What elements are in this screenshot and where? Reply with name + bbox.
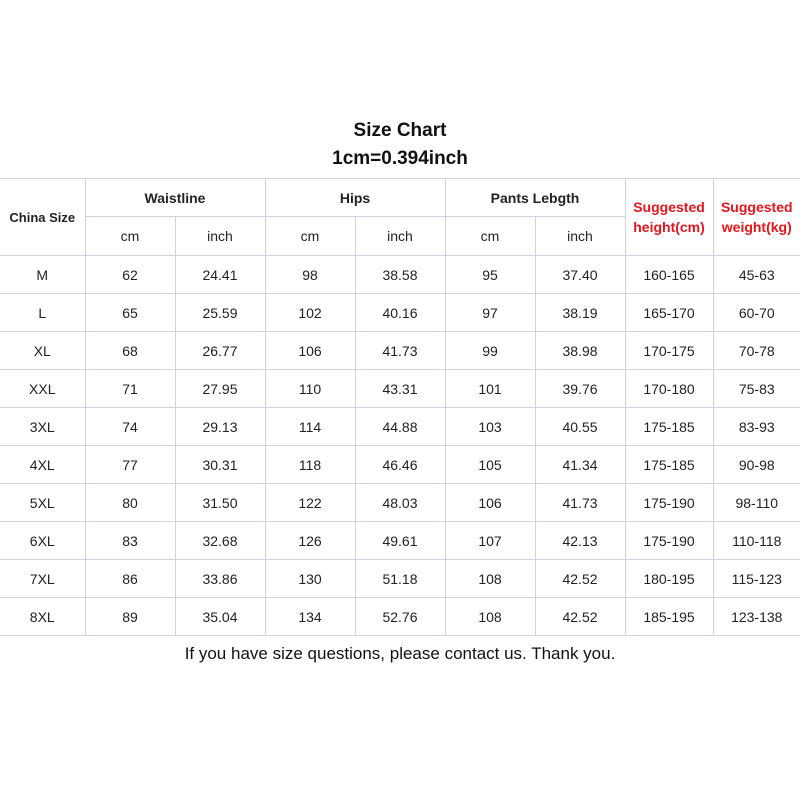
cell-height-cm: 185-195 [625,598,713,636]
table-row [0,294,800,332]
cell-pants-inch: 38.98 [535,332,625,370]
header-suggested-weight-line2: weight(kg) [721,219,792,235]
header-suggested-weight [713,179,800,256]
cell-weight-kg: 60-70 [713,294,800,332]
cell-hips-cm: 98 [265,256,355,294]
page-title: Size Chart [353,120,447,141]
table-row [0,256,800,294]
header-pants-length: Pants Lebgth [445,179,625,217]
cell-hips-inch: 43.31 [355,370,445,408]
cell-hips-cm: 102 [265,294,355,332]
cell-waist-inch: 31.50 [175,484,265,522]
cell-hips-inch: 46.46 [355,446,445,484]
cell-waist-inch: 33.86 [175,560,265,598]
table-row [0,484,800,522]
conversion-note: 1cm=0.394inch [332,148,468,169]
cell-waist-cm: 65 [85,294,175,332]
cell-weight-kg: 45-63 [713,256,800,294]
header-china-size: China Size [0,179,85,256]
cell-height-cm: 170-175 [625,332,713,370]
table-row [0,446,800,484]
cell-pants-cm: 101 [445,370,535,408]
cell-weight-kg: 110-118 [713,522,800,560]
cell-size: 6XL [0,522,85,560]
cell-height-cm: 175-190 [625,522,713,560]
cell-size: M [0,256,85,294]
unit-waist-cm: cm [85,217,175,256]
cell-weight-kg: 98-110 [713,484,800,522]
cell-waist-cm: 89 [85,598,175,636]
cell-hips-cm: 110 [265,370,355,408]
cell-waist-inch: 26.77 [175,332,265,370]
cell-height-cm: 160-165 [625,256,713,294]
cell-pants-inch: 42.52 [535,560,625,598]
cell-height-cm: 170-180 [625,370,713,408]
cell-waist-cm: 83 [85,522,175,560]
cell-pants-cm: 99 [445,332,535,370]
cell-hips-inch: 41.73 [355,332,445,370]
cell-waist-cm: 62 [85,256,175,294]
cell-size: 4XL [0,446,85,484]
cell-hips-cm: 130 [265,560,355,598]
cell-hips-cm: 134 [265,598,355,636]
header-hips: Hips [265,179,445,217]
cell-pants-cm: 103 [445,408,535,446]
cell-waist-cm: 74 [85,408,175,446]
cell-hips-inch: 40.16 [355,294,445,332]
cell-size: XXL [0,370,85,408]
cell-hips-inch: 52.76 [355,598,445,636]
cell-pants-cm: 108 [445,598,535,636]
table-row [0,560,800,598]
header-row-groups [0,179,800,217]
cell-hips-inch: 51.18 [355,560,445,598]
cell-weight-kg: 90-98 [713,446,800,484]
cell-waist-inch: 25.59 [175,294,265,332]
header-suggested-height-line2: height(cm) [633,219,705,235]
cell-pants-cm: 97 [445,294,535,332]
unit-hips-inch: inch [355,217,445,256]
cell-waist-inch: 32.68 [175,522,265,560]
cell-weight-kg: 75-83 [713,370,800,408]
cell-waist-inch: 27.95 [175,370,265,408]
table-row [0,332,800,370]
cell-hips-inch: 49.61 [355,522,445,560]
cell-size: 5XL [0,484,85,522]
cell-pants-inch: 39.76 [535,370,625,408]
cell-height-cm: 175-185 [625,408,713,446]
footer-note: If you have size questions, please contact us. Thank you. [184,644,616,663]
cell-pants-cm: 107 [445,522,535,560]
unit-hips-cm: cm [265,217,355,256]
cell-hips-cm: 118 [265,446,355,484]
cell-pants-inch: 38.19 [535,294,625,332]
cell-hips-inch: 48.03 [355,484,445,522]
unit-pants-cm: cm [445,217,535,256]
cell-weight-kg: 123-138 [713,598,800,636]
cell-pants-inch: 42.13 [535,522,625,560]
header-suggested-weight-line1: Suggested [720,199,793,215]
cell-waist-cm: 77 [85,446,175,484]
cell-waist-cm: 80 [85,484,175,522]
cell-size: XL [0,332,85,370]
cell-hips-cm: 122 [265,484,355,522]
cell-hips-cm: 126 [265,522,355,560]
cell-waist-inch: 29.13 [175,408,265,446]
cell-pants-cm: 106 [445,484,535,522]
cell-height-cm: 180-195 [625,560,713,598]
cell-size: 3XL [0,408,85,446]
header-suggested-height [625,179,713,256]
cell-pants-inch: 42.52 [535,598,625,636]
cell-size: 7XL [0,560,85,598]
cell-pants-inch: 37.40 [535,256,625,294]
unit-pants-inch: inch [535,217,625,256]
cell-pants-inch: 40.55 [535,408,625,446]
cell-size: 8XL [0,598,85,636]
cell-height-cm: 175-190 [625,484,713,522]
cell-pants-inch: 41.73 [535,484,625,522]
table-row [0,408,800,446]
size-chart-table [0,178,800,636]
cell-waist-cm: 68 [85,332,175,370]
cell-hips-inch: 38.58 [355,256,445,294]
cell-weight-kg: 83-93 [713,408,800,446]
cell-height-cm: 175-185 [625,446,713,484]
cell-weight-kg: 115-123 [713,560,800,598]
cell-waist-inch: 35.04 [175,598,265,636]
cell-waist-inch: 30.31 [175,446,265,484]
cell-hips-cm: 114 [265,408,355,446]
table-row [0,370,800,408]
cell-waist-inch: 24.41 [175,256,265,294]
table-row [0,522,800,560]
header-suggested-height-line1: Suggested [633,199,705,215]
cell-size: L [0,294,85,332]
table-row [0,598,800,636]
cell-pants-cm: 95 [445,256,535,294]
header-waistline: Waistline [85,179,265,217]
cell-hips-cm: 106 [265,332,355,370]
cell-waist-cm: 86 [85,560,175,598]
cell-pants-cm: 108 [445,560,535,598]
cell-waist-cm: 71 [85,370,175,408]
cell-height-cm: 165-170 [625,294,713,332]
cell-hips-inch: 44.88 [355,408,445,446]
cell-pants-cm: 105 [445,446,535,484]
cell-pants-inch: 41.34 [535,446,625,484]
unit-waist-inch: inch [175,217,265,256]
cell-weight-kg: 70-78 [713,332,800,370]
